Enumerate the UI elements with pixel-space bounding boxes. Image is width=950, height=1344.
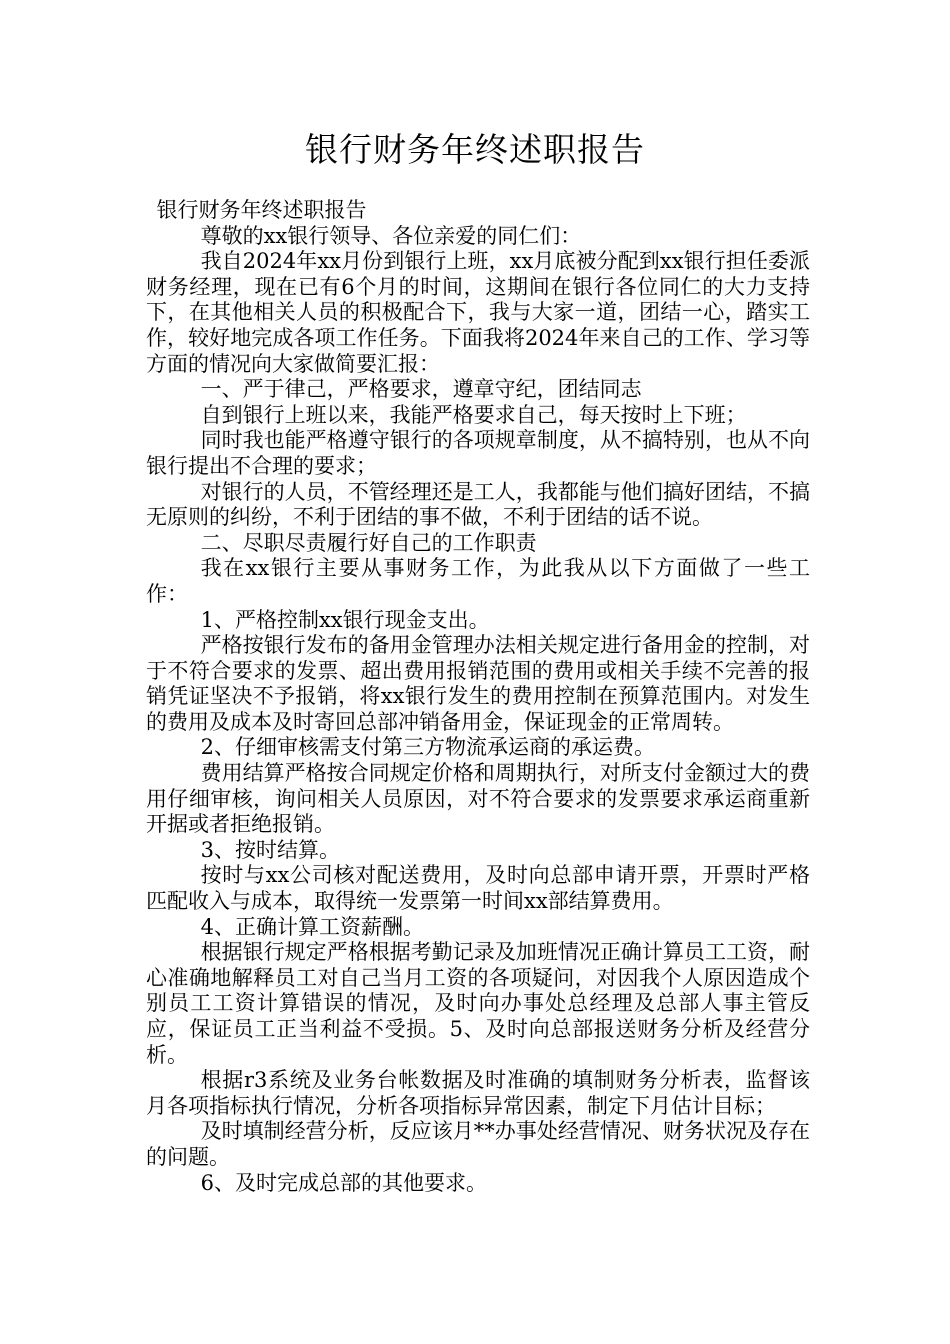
paragraph-intro: 我自2024年xx月份到银行上班，xx月底被分配到xx银行担任委派财务经理，现在已有6个月的时间，这期间在银行各位同仁的大力支持下，在其他相关人员的积极配合下，我与大家一道，团结一心，踏实工作，较好地完成各项工作任务。下面我将2024年来自己的工作、学习等方面的情况向大家做简要汇报： <box>146 249 810 376</box>
paragraph: 我在xx银行主要从事财务工作，为此我从以下方面做了一些工作： <box>146 556 810 606</box>
item-heading-3: 3、按时结算。 <box>200 837 340 862</box>
paragraph: 自到银行上班以来，我能严格要求自己，每天按时上下班； <box>200 402 747 427</box>
paragraph: 同时我也能严格遵守银行的各项规章制度，从不搞特别，也从不向银行提出不合理的要求； <box>146 428 810 478</box>
salutation: 尊敬的xx银行领导、各位亲爱的同仁们： <box>200 223 582 248</box>
paragraph: 根据r3系统及业务台帐数据及时准确的填制财务分析表，监督该月各项指标执行情况，分析各项指标异常因素，制定下月估计目标； <box>146 1068 810 1118</box>
item-heading-6: 6、及时完成总部的其他要求。 <box>200 1170 487 1195</box>
document-body <box>146 198 810 1196</box>
paragraph: 严格按银行发布的备用金管理办法相关规定进行备用金的控制，对于不符合要求的发票、超出费用报销范围的费用或相关手续不完善的报销凭证坚决不予报销，将xx银行发生的费用控制在预算范围内。对发生的费用及成本及时寄回总部冲销备用金，保证现金的正常周转。 <box>146 633 810 734</box>
paragraph: 按时与xx公司核对配送费用，及时向总部申请开票，开票时严格匹配收入与成本，取得统一发票第一时间xx部结算费用。 <box>146 863 810 914</box>
paragraph: 根据银行规定严格根据考勤记录及加班情况正确计算员工工资，耐心准确地解释员工对自己当月工资的各项疑问，对因我个人原因造成个别员工工资计算错误的情况，及时向办事处总经理及总部人事主管反应，保证员工正当利益不受损。5、及时向总部报送财务分析及经营分析。 <box>146 940 810 1067</box>
paragraph: 费用结算严格按合同规定价格和周期执行，对所支付金额过大的费用仔细审核，询问相关人员原因，对不符合要求的发票要求承运商重新开据或者拒绝报销。 <box>146 761 810 837</box>
item-heading-2: 2、仔细审核需支付第三方物流承运商的承运费。 <box>200 735 655 760</box>
item-heading-1: 1、严格控制xx银行现金支出。 <box>200 607 490 632</box>
document-subtitle: 银行财务年终述职报告 <box>156 198 367 222</box>
section-heading-2: 二、尽职尽责履行好自己的工作职责 <box>200 530 537 555</box>
section-heading-1: 一、严于律己，严格要求，遵章守纪，团结同志 <box>200 377 642 402</box>
paragraph: 对银行的人员，不管经理还是工人，我都能与他们搞好团结，不搞无原则的纠纷，不利于团结的事不做，不利于团结的话不说。 <box>146 479 810 530</box>
item-heading-4: 4、正确计算工资薪酬。 <box>200 914 424 939</box>
paragraph: 及时填制经营分析，反应该月**办事处经营情况、财务状况及存在的问题。 <box>146 1119 810 1169</box>
document-title: 银行财务年终述职报告 <box>305 130 645 169</box>
